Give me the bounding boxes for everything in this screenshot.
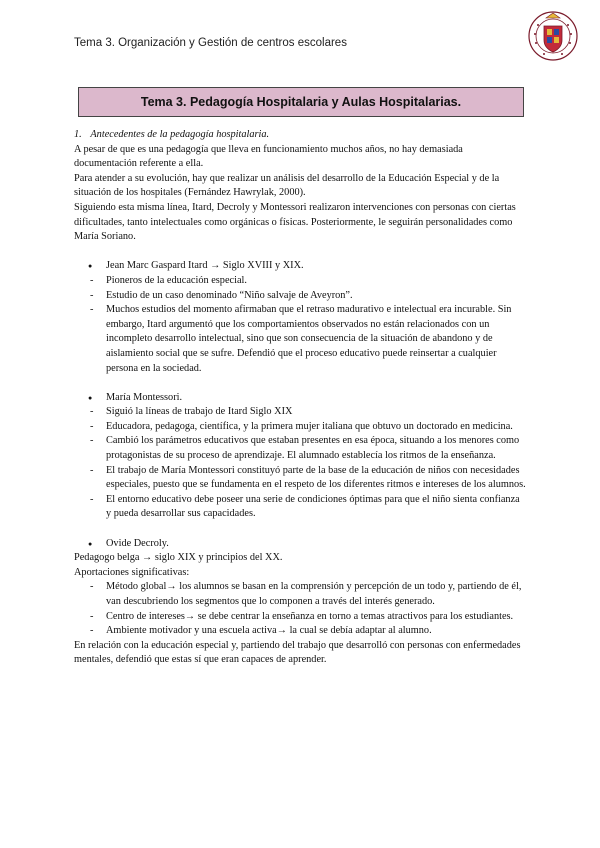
list-item: - El trabajo de María Montessori constituyó parte de la base de la educación de niños con necesidades especiales, puesto que se fundamenta en el respeto de los diferentes ritmos e intereses de los alumnos. [74,464,526,493]
university-seal-logo [528,10,578,62]
list-item: - Educadora, pedagoga, científica, y la primera mujer italiana que obtuvo un doctorado en medicina. [74,420,526,435]
decroly-closing: En relación con la educación especial y, partiendo del trabajo que desarrolló con personas con enfermedades mentales, defendió que estas sí que eran capaces de aprender. [74,639,521,666]
document-body [74,128,526,668]
itard-bullet: ● Jean Marc Gaspard Itard → Siglo XVIII y XIX. [74,259,526,274]
decroly-bullet: ● Ovide Decroly. [74,537,526,552]
intro-paragraph-1: A pesar de que es una pedagogía que lleva en funcionamiento muchos años, no hay demasiada documentación referente a ella. [74,143,463,170]
decroly-list [74,580,526,638]
section-heading: 1. Antecedentes de la pedagogía hospitalaria. [74,129,270,140]
running-header: Tema 3. Organización y Gestión de centros escolares [74,37,347,49]
list-item: - Muchos estudios del momento afirmaban que el retraso madurativo e intelectual era incurable. Sin embargo, Itard argumentó que los comportamientos observados no están relacionados con un incompleto desarrollo intelectual, sino que son consecuencia de la situación de abandono y de aislamiento social que se sufre. Defendió que el proceso educativo puede reinsertar a cualquier persona en la sociedad. [74,303,526,376]
montessori-bullet: ● María Montessori. [74,391,526,406]
list-item: - Estudio de un caso denominado “Niño salvaje de Aveyron”. [74,289,526,304]
intro-paragraph-2: Para atender a su evolución, hay que realizar un análisis del desarrollo de la Educación Especial y de la situación de los hospitales (Fernández Hawrylak, 2000). [74,172,500,199]
list-item: - Método global→ los alumnos se basan en la comprensión y percepción de un todo y, partiendo de él, van descubriendo los segmentos que lo componen a través del interés generado. [74,580,526,609]
list-item: - Cambió los parámetros educativos que estaban presentes en esa época, situando a los menores como protagonistas de su proceso de aprendizaje. El alumnado establecía los ritmos de la enseñanza. [74,434,526,463]
decroly-line-1: Pedagogo belga → siglo XIX y principios del XX. [74,552,283,564]
list-item: - Siguió la líneas de trabajo de Itard Siglo XIX [74,405,526,420]
document-title: Tema 3. Pedagogía Hospitalaria y Aulas Hospitalarias. [78,87,524,117]
list-item: - El entorno educativo debe poseer una serie de condiciones óptimas para que el niño sienta confianza y pueda desarrollar sus capacidades. [74,493,526,522]
list-item: - Centro de intereses→ se debe centrar la enseñanza en torno a temas atractivos para los estudiantes. [74,610,526,625]
intro-paragraph-3: Siguiendo esta misma línea, Itard, Decroly y Montessori realizaron intervenciones con personas con ciertas dificultades, tanto intelectuales como orgánicas o físicas. Posteriormente, le seguirán personalidades como María Soriano. [74,201,516,243]
list-item: - Pioneros de la educación especial. [74,274,526,289]
itard-list [74,274,526,376]
list-item: - Ambiente motivador y una escuela activa→ la cual se debía adaptar al alumno. [74,624,526,639]
montessori-list [74,405,526,522]
decroly-line-2: Aportaciones significativas: [74,566,190,578]
